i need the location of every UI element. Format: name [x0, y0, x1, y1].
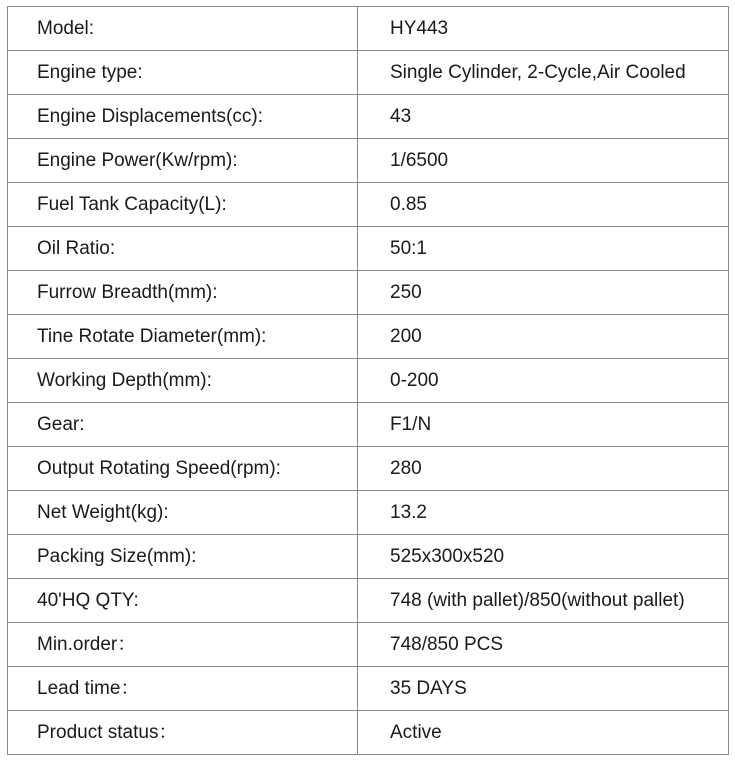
- spec-label: Furrow Breadth(mm):: [8, 271, 358, 315]
- spec-value: Single Cylinder, 2-Cycle,Air Cooled: [358, 51, 729, 95]
- spec-table: [7, 6, 729, 755]
- table-row: [8, 403, 729, 447]
- spec-value: 748/850 PCS: [358, 623, 729, 667]
- spec-value: 525x300x520: [358, 535, 729, 579]
- table-row: [8, 271, 729, 315]
- table-row: [8, 95, 729, 139]
- spec-value: 50:1: [358, 227, 729, 271]
- table-row: [8, 491, 729, 535]
- spec-value: 748 (with pallet)/850(without pallet): [358, 579, 729, 623]
- table-row: [8, 711, 729, 755]
- table-row: [8, 535, 729, 579]
- spec-label: Product status：: [8, 711, 358, 755]
- spec-value: 13.2: [358, 491, 729, 535]
- table-row: [8, 7, 729, 51]
- spec-label: Net Weight(kg):: [8, 491, 358, 535]
- table-row: [8, 51, 729, 95]
- spec-value: 0-200: [358, 359, 729, 403]
- spec-label: Model:: [8, 7, 358, 51]
- spec-label: Working Depth(mm):: [8, 359, 358, 403]
- spec-label: Engine type:: [8, 51, 358, 95]
- table-row: [8, 315, 729, 359]
- spec-label: Fuel Tank Capacity(L):: [8, 183, 358, 227]
- table-row: [8, 183, 729, 227]
- spec-value: HY443: [358, 7, 729, 51]
- spec-label: Output Rotating Speed(rpm):: [8, 447, 358, 491]
- spec-label: Engine Displacements(cc):: [8, 95, 358, 139]
- table-row: [8, 139, 729, 183]
- spec-label: 40'HQ QTY:: [8, 579, 358, 623]
- spec-label: Oil Ratio:: [8, 227, 358, 271]
- spec-label: Min.order：: [8, 623, 358, 667]
- table-row: [8, 227, 729, 271]
- table-row: [8, 667, 729, 711]
- spec-label: Lead time：: [8, 667, 358, 711]
- spec-value: 280: [358, 447, 729, 491]
- spec-label: Gear:: [8, 403, 358, 447]
- table-row: [8, 579, 729, 623]
- spec-value: 35 DAYS: [358, 667, 729, 711]
- spec-value: 200: [358, 315, 729, 359]
- spec-label: Tine Rotate Diameter(mm):: [8, 315, 358, 359]
- spec-value: 250: [358, 271, 729, 315]
- table-row: [8, 623, 729, 667]
- table-row: [8, 359, 729, 403]
- spec-value: 43: [358, 95, 729, 139]
- spec-value: Active: [358, 711, 729, 755]
- spec-value: F1/N: [358, 403, 729, 447]
- spec-value: 0.85: [358, 183, 729, 227]
- spec-value: 1/6500: [358, 139, 729, 183]
- table-row: [8, 447, 729, 491]
- spec-label: Packing Size(mm):: [8, 535, 358, 579]
- spec-label: Engine Power(Kw/rpm):: [8, 139, 358, 183]
